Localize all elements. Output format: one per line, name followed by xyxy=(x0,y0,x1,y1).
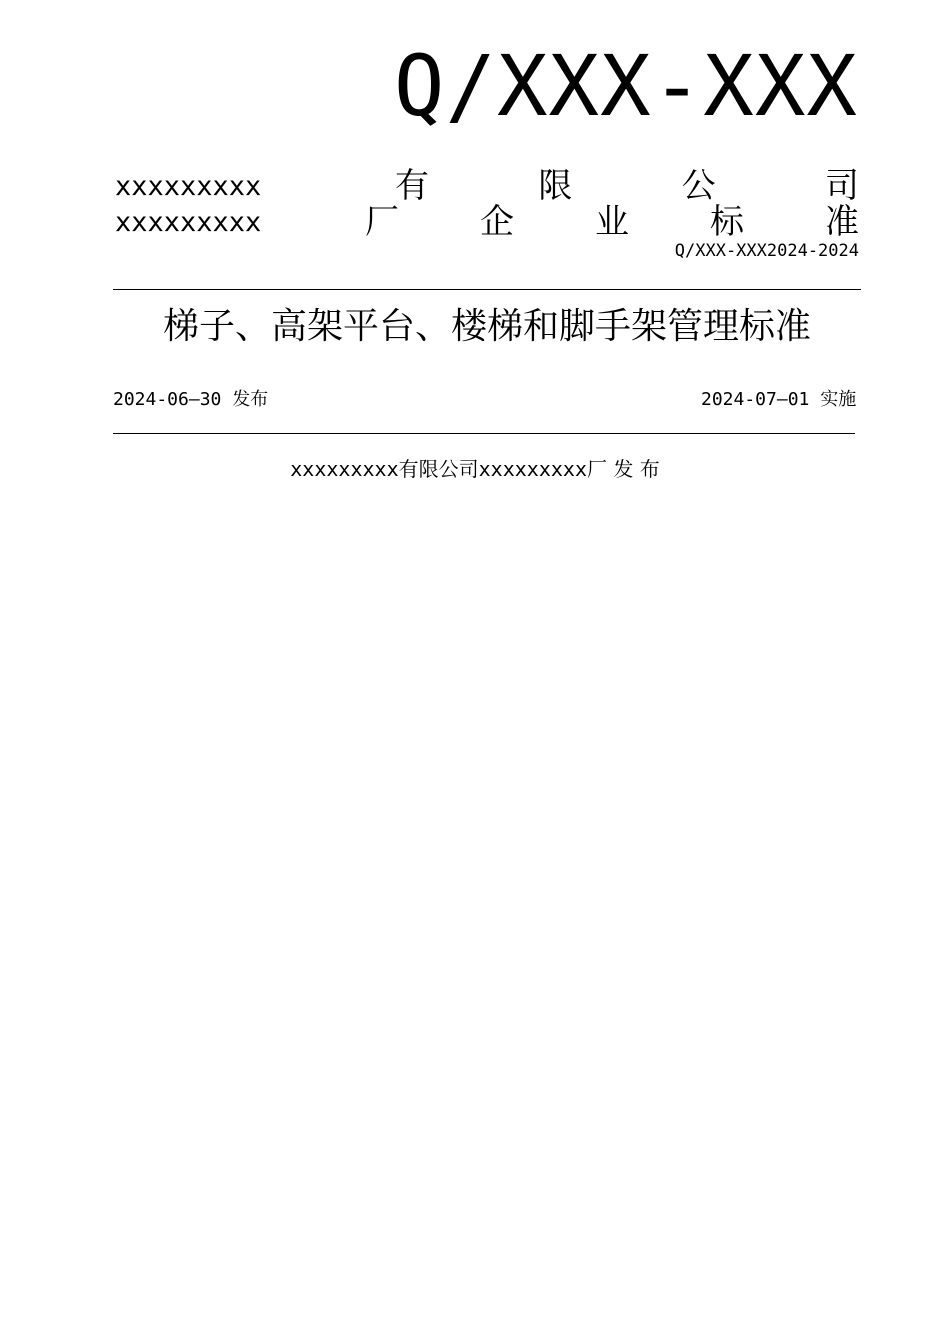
company-placeholder: xxxxxxxxx xyxy=(115,170,262,202)
publish-date: 2024-06—30 发布 xyxy=(113,389,269,410)
factory-standard-line xyxy=(115,202,859,242)
company-char: 限 xyxy=(538,166,573,206)
company-suffix xyxy=(365,166,859,206)
issuer-factory-suffix: 厂 发 布 xyxy=(587,457,660,481)
issuer-company-placeholder: xxxxxxxxx xyxy=(290,457,399,481)
factory-suffix xyxy=(365,202,859,242)
company-char: 有 xyxy=(395,166,429,206)
standard-code: Q/XXX-XXX xyxy=(393,37,858,135)
effective-date: 2024-07—01 实施 xyxy=(701,389,857,410)
factory-placeholder: xxxxxxxxx xyxy=(115,206,262,238)
factory-char: 准 xyxy=(825,202,859,242)
document-title: 梯子、高架平台、楼梯和脚手架管理标准 xyxy=(162,306,811,347)
factory-char: 标 xyxy=(710,202,744,242)
issuer-factory-placeholder: xxxxxxxxx xyxy=(478,457,588,481)
bottom-divider xyxy=(113,433,855,434)
top-divider xyxy=(113,289,861,290)
company-char: 司 xyxy=(824,166,859,206)
issuer-company-suffix: 有限公司 xyxy=(398,457,479,481)
issuer-line xyxy=(0,456,950,482)
factory-char: 业 xyxy=(595,202,629,242)
company-char: 公 xyxy=(681,166,716,206)
document-number: Q/XXX-XXX2024-2024 xyxy=(674,241,859,261)
company-name-line xyxy=(115,166,859,206)
factory-char: 厂 xyxy=(365,202,399,242)
factory-char: 企 xyxy=(480,202,514,242)
